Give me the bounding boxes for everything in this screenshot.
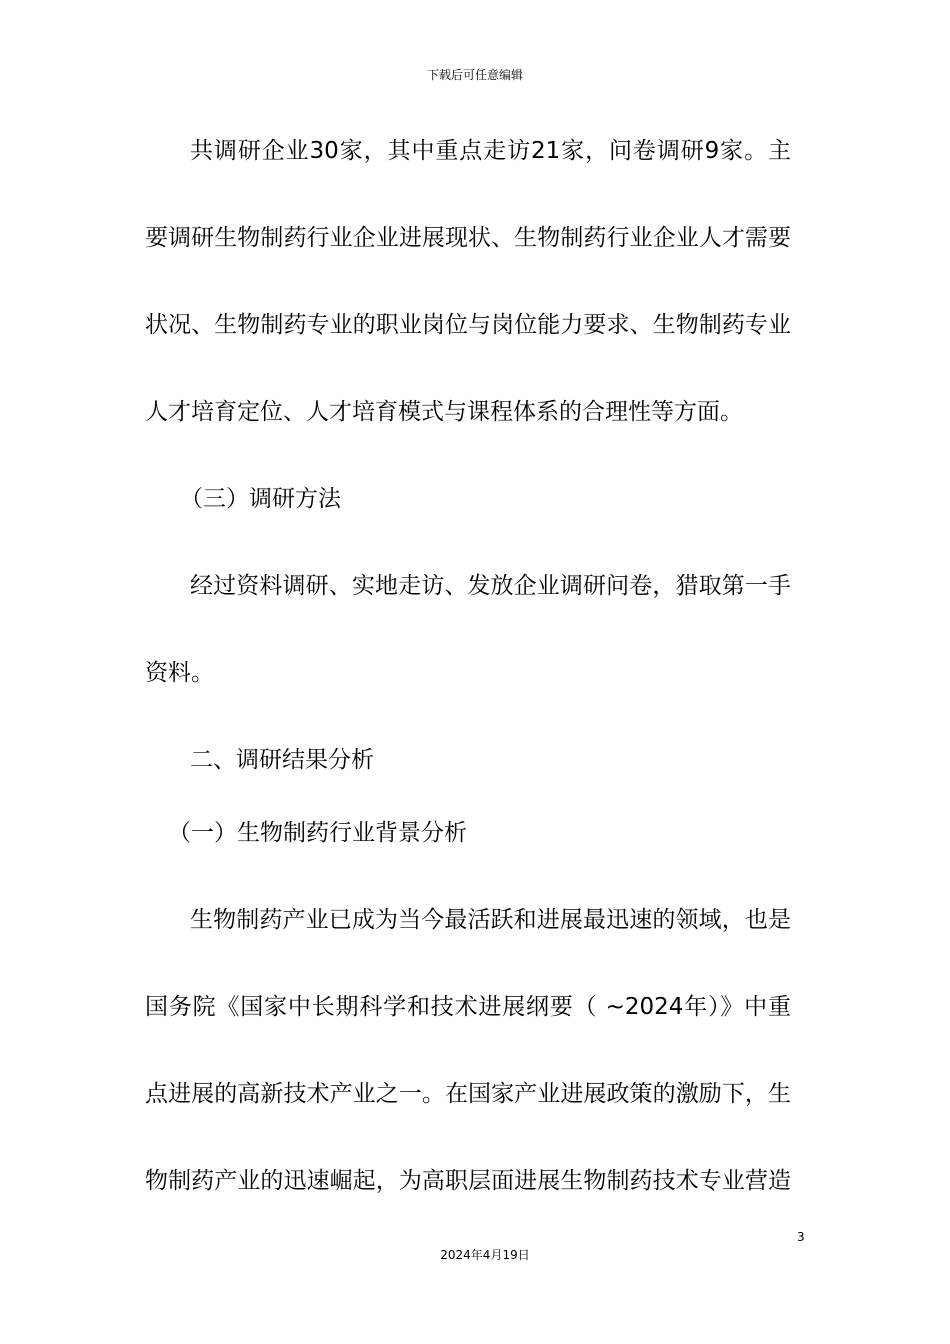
- section-heading: （三）调研方法: [180, 486, 341, 512]
- page-number: 3: [797, 1230, 805, 1244]
- paragraph-line: 状况、生物制药专业的职业岗位与岗位能力要求、生物制药专业: [145, 312, 791, 338]
- paragraph-line: 经过资料调研、实地走访、发放企业调研问卷，猎取第一手: [190, 573, 791, 599]
- footer-date: 2024年4月19日: [440, 1248, 530, 1262]
- section-heading: 二、调研结果分析: [190, 747, 374, 773]
- paragraph-line: 人才培育定位、人才培育模式与课程体系的合理性等方面。: [145, 399, 743, 425]
- page-header-note: 下载后可任意编辑: [426, 68, 523, 82]
- paragraph-line: 生物制药产业已成为当今最活跃和进展最迅速的领域，也是: [190, 907, 791, 933]
- subsection-heading: （一）生物制药行业背景分析: [168, 820, 467, 846]
- paragraph-line: 国务院《国家中长期科学和技术进展纲要（ ~2024年）》中重: [145, 994, 791, 1020]
- paragraph-line: 共调研企业30家，其中重点走访21家，问卷调研9家。主: [190, 138, 791, 164]
- paragraph-line: 资料。: [145, 660, 214, 686]
- paragraph-line: 物制药产业的迅速崛起，为高职层面进展生物制药技术专业营造: [145, 1168, 791, 1194]
- paragraph-line: 点进展的高新技术产业之一。在国家产业进展政策的激励下，生: [145, 1081, 791, 1107]
- paragraph-line: 要调研生物制药行业企业进展现状、生物制药行业企业人才需要: [145, 225, 791, 251]
